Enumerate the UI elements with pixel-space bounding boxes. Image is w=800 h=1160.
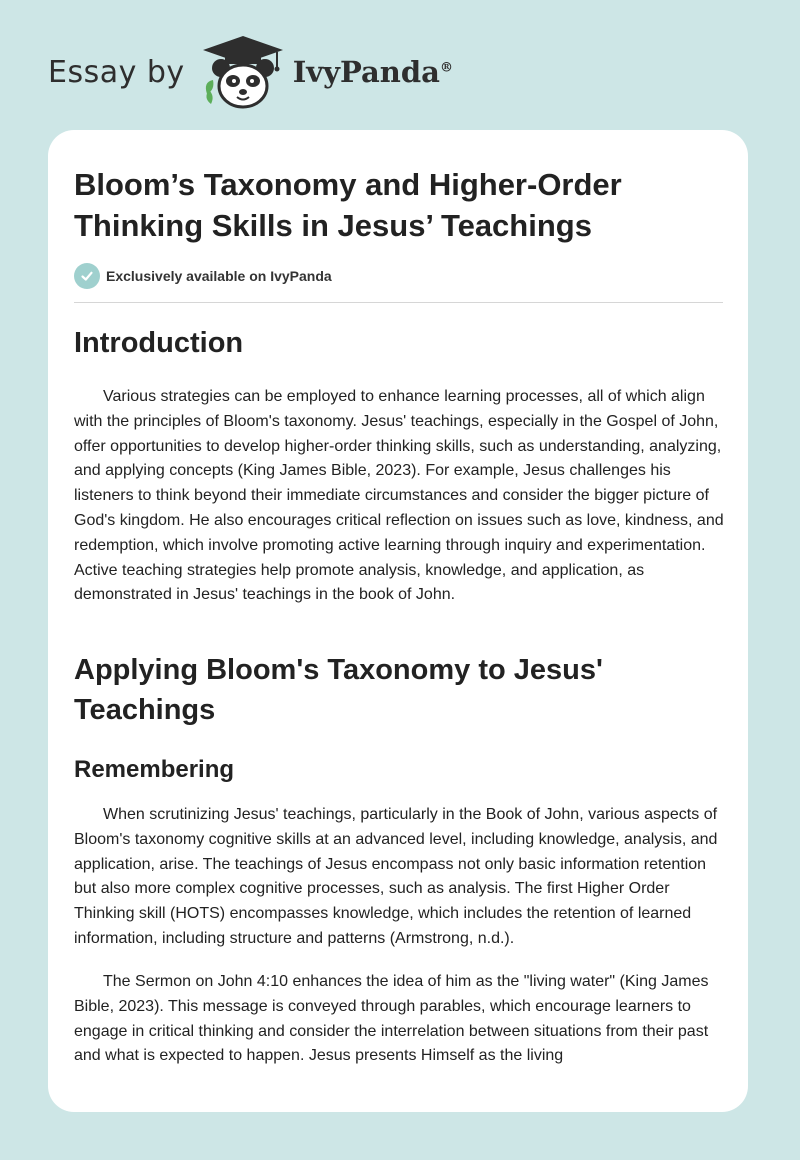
panda-graduate-logo-icon xyxy=(199,34,287,110)
section-heading-applying: Applying Bloom's Taxonomy to Jesus' Teachings xyxy=(74,654,603,726)
essay-card xyxy=(48,130,748,1112)
exclusive-badge xyxy=(74,263,332,289)
badge-text: Exclusively available on IvyPanda xyxy=(106,268,332,284)
check-circle-icon xyxy=(74,263,100,289)
brand-name: IvyPanda® xyxy=(292,55,453,89)
section-heading-introduction: Introduction xyxy=(74,327,244,359)
divider xyxy=(74,302,723,303)
paragraph-remembering-2: The Sermon on John 4:10 enhances the idea of him as the "living water" (King James Bible, 2023). This message is conveyed through parables, which encourage learners to engage in critical thinking and consider the interrelation between situations from their past and what is expected to happen. Jesus presents Himself as the living xyxy=(74,973,709,1065)
essay-title: Bloom’s Taxonomy and Higher-Order Thinking Skills in Jesus’ Teachings xyxy=(74,167,622,243)
paragraph-remembering-1: When scrutinizing Jesus' teachings, particularly in the Book of John, various aspects of Bloom's taxonomy cognitive skills at an advanced level, including knowledge, analysis, and application, arise. The teachings of Jesus encompass not only basic information retention but also more complex cognitive processes, such as analysis. The first Higher Order Thinking skill (HOTS) encompasses knowledge, which includes the retention of learned information, including structure and patterns (Armstrong, n.d.). xyxy=(74,806,718,947)
subheading-remembering: Remembering xyxy=(74,756,235,783)
brand-header[interactable] xyxy=(48,34,453,110)
registered-mark: ® xyxy=(439,60,453,76)
paragraph-introduction: Various strategies can be employed to enhance learning processes, all of which align with the principles of Bloom's taxonomy. Jesus' teachings, especially in the Gospel of John, offer opportunities to develop higher-order thinking skills, such as understanding, analyzing, and applying concepts (King James Bible, 2023). For example, Jesus challenges his listeners to think beyond their immediate circumstances and consider the bigger picture of God's kingdom. He also encourages critical reflection on issues such as love, kindness, and redemption, which involve promoting active learning through inquiry and experimentation. Active teaching strategies help promote analysis, knowledge, and application, as demonstrated in Jesus' teachings in the book of John. xyxy=(74,388,724,604)
brand-prefix: Essay by xyxy=(48,54,185,90)
